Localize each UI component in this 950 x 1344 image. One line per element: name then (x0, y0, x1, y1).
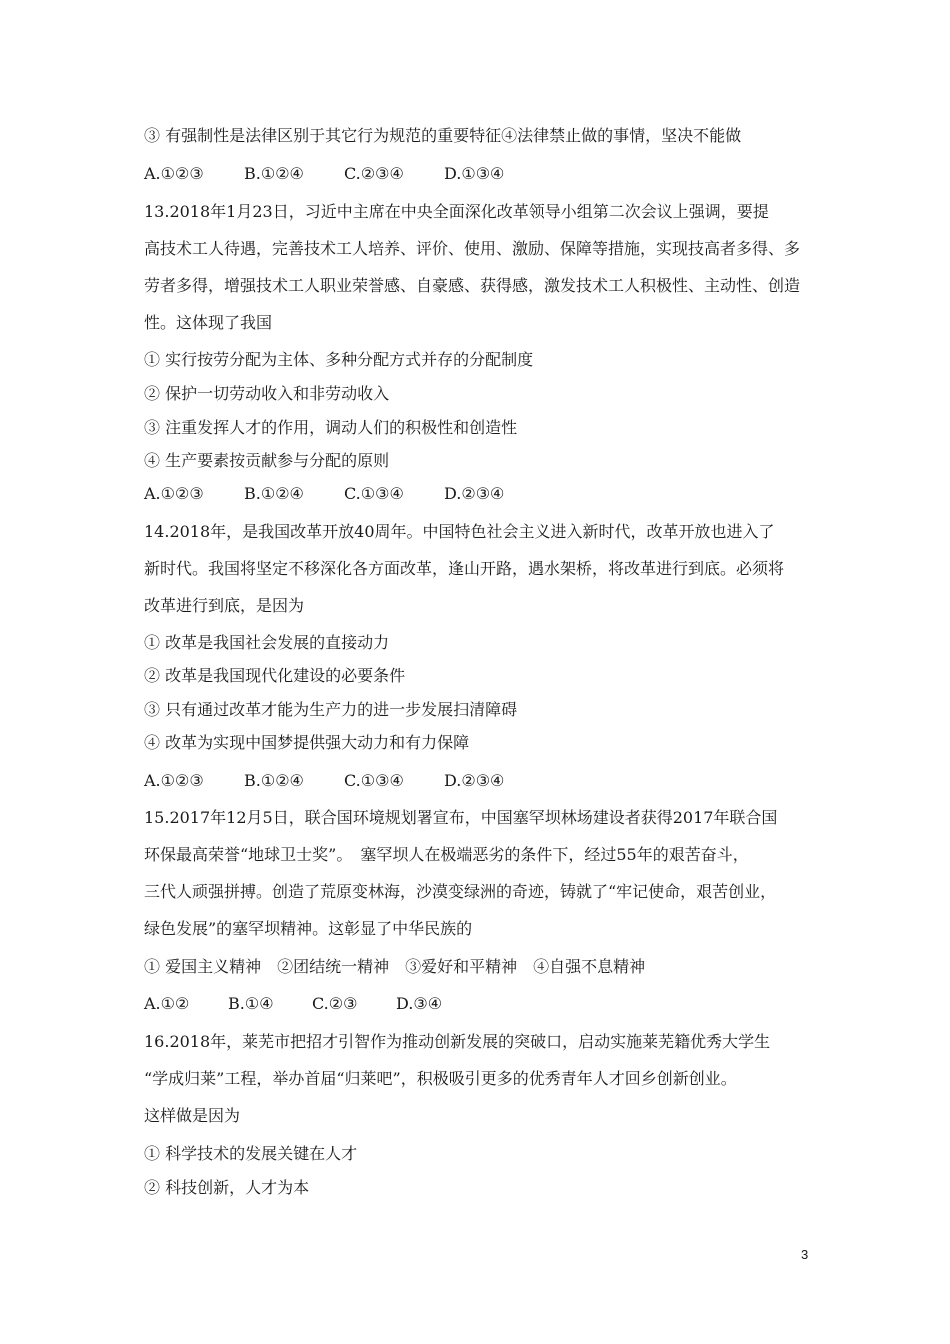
statement-line: ③ 有强制性是法律区别于其它行为规范的重要特征④法律禁止做的事情，坚决不能做 (144, 126, 742, 145)
question-stem-line: 高技术工人待遇，完善技术工人培养、评价、使用、激励、保障等措施，实现技高者多得、多 (144, 239, 801, 258)
option-b: B.①②④ (244, 164, 304, 183)
page-number: 3 (801, 1247, 809, 1262)
answer-options (144, 771, 504, 791)
answer-options (144, 164, 504, 184)
option-d: D.③④ (396, 994, 443, 1013)
question-stem-line: 环保最高荣誉“地球卫士奖”。 塞罕坝人在极端恶劣的条件下，经过55年的艰苦奋斗， (144, 845, 749, 864)
statement-line: ④ 改革为实现中国梦提供强大动力和有力保障 (144, 733, 470, 752)
option-c: C.①③④ (344, 771, 404, 790)
statement-line: ② 改革是我国现代化建设的必要条件 (144, 666, 406, 685)
option-d: D.②③④ (444, 484, 505, 503)
option-d: D.①③④ (444, 164, 505, 183)
statement-line: ③ 注重发挥人才的作用，调动人们的积极性和创造性 (144, 418, 518, 437)
question-stem-line: 绿色发展”的塞罕坝精神。这彰显了中华民族的 (144, 919, 473, 938)
question-stem-line: 13.2018年1月23日，习近中主席在中央全面深化改革领导小组第二次会议上强调，要提 (144, 202, 769, 221)
option-a: A.①②③ (144, 771, 204, 790)
option-c: C.②③④ (344, 164, 404, 183)
statement-line: ③ 只有通过改革才能为生产力的进一步发展扫清障碍 (144, 700, 518, 719)
option-b: B.①②④ (244, 771, 304, 790)
statement-line: ② 保护一切劳动收入和非劳动收入 (144, 384, 390, 403)
answer-options (144, 994, 442, 1014)
question-stem-line: 14.2018年，是我国改革开放40周年。中国特色社会主义进入新时代，改革开放也进入了 (144, 522, 775, 541)
option-d: D.②③④ (444, 771, 505, 790)
option-c: C.①③④ (344, 484, 404, 503)
question-stem-line: 改革进行到底，是因为 (144, 596, 305, 615)
option-c: C.②③ (312, 994, 358, 1013)
question-stem-line: 15.2017年12月5日，联合国环境规划署宣布，中国塞罕坝林场建设者获得2017年联合国 (144, 808, 778, 827)
option-a: A.①② (144, 994, 190, 1013)
statement-line: ① 改革是我国社会发展的直接动力 (144, 633, 390, 652)
statement-line: ④ 生产要素按贡献参与分配的原则 (144, 451, 390, 470)
answer-options (144, 484, 504, 504)
question-stem-line: 新时代。我国将坚定不移深化各方面改革，逢山开路，遇水架桥，将改革进行到底。必须将 (144, 559, 785, 578)
option-b: B.①②④ (244, 484, 304, 503)
option-a: A.①②③ (144, 484, 204, 503)
statement-line: ① 科学技术的发展关键在人才 (144, 1144, 358, 1163)
statement-line: ① 实行按劳分配为主体、多种分配方式并存的分配制度 (144, 350, 534, 369)
question-stem-line: 三代人顽强拼搏。创造了荒原变林海，沙漠变绿洲的奇迹，铸就了“牢记使命，艰苦创业， (144, 882, 777, 901)
question-stem-line: 性。这体现了我国 (144, 313, 273, 332)
statement-line: ② 科技创新，人才为本 (144, 1178, 310, 1197)
option-a: A.①②③ (144, 164, 204, 183)
question-stem-line: 劳者多得，增强技术工人职业荣誉感、自豪感、获得感，激发技术工人积极性、主动性、创造 (144, 276, 801, 295)
question-stem-line: “学成归莱”工程，举办首届“归莱吧”，积极吸引更多的优秀青年人才回乡创新创业。 (144, 1069, 737, 1088)
question-stem-line: 这样做是因为 (144, 1106, 241, 1125)
option-b: B.①④ (228, 994, 274, 1013)
statement-line: ① 爱国主义精神 ②团结统一精神 ③爱好和平精神 ④自强不息精神 (144, 957, 646, 976)
question-stem-line: 16.2018年，莱芜市把招才引智作为推动创新发展的突破口，启动实施莱芜籍优秀大学生 (144, 1032, 771, 1051)
